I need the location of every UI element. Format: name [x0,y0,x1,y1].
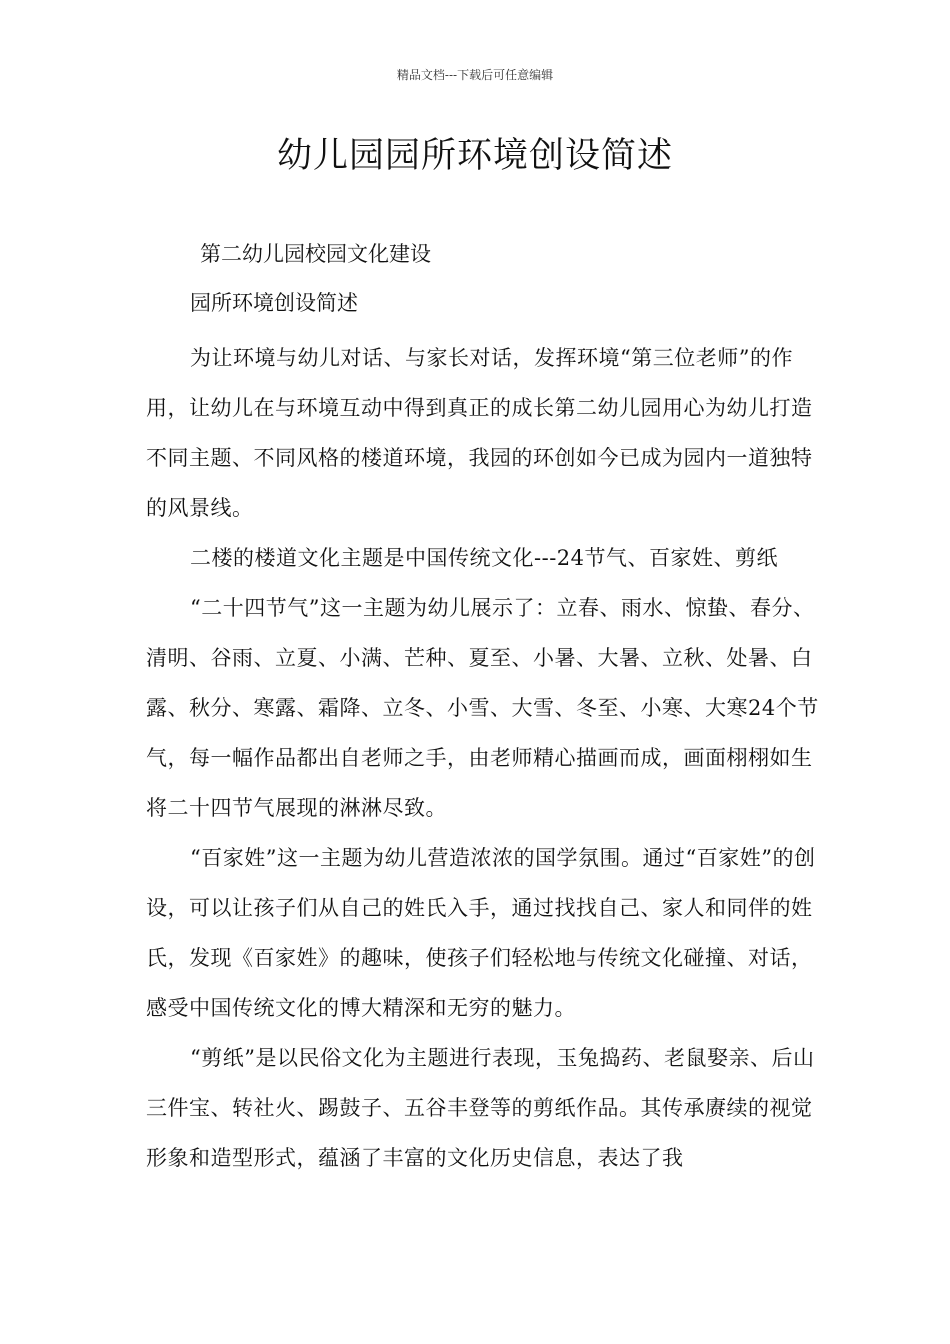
subheading-school-culture: 第二幼儿园校园文化建设 [200,242,431,266]
subheading-environment: 园所环境创设简述 [190,291,358,315]
header-note: 精品文档---下载后可任意编辑 [396,68,554,82]
paragraph-solar-terms: “二十四节气”这一主题为幼儿展示了：立春、雨水、惊蛰、春分、清明、谷雨、立夏、小满、芒种、夏至、小暑、大暑、立秋、处暑、白露、秋分、寒露、霜降、立冬、小雪、大雪、冬至、小寒、大寒24个节气，每一幅作品都出自老师之手，由老师精心描画而成，画面栩栩如生将二十四节气展现的淋淋尽致。 [146,596,819,820]
document-title: 幼儿园园所环境创设简述 [276,136,673,176]
paragraph-paper-cutting: “剪纸”是以民俗文化为主题进行表现，玉兔捣药、老鼠娶亲、后山三件宝、转社火、踢鼓子、五谷丰登等的剪纸作品。其传承赓续的视觉形象和造型形式，蕴涵了丰富的文化历史信息，表达了我 [146,1046,815,1170]
paragraph-intro: 为让环境与幼儿对话、与家长对话，发挥环境“第三位老师”的作用，让幼儿在与环境互动中得到真正的成长第二幼儿园用心为幼儿打造不同主题、不同风格的楼道环境，我园的环创如今已成为园内一道独特的风景线。 [146,346,813,520]
body-text [146,333,826,1183]
paragraph-second-floor-theme: 二楼的楼道文化主题是中国传统文化---24节气、百家姓、剪纸 [190,546,779,570]
paragraph-surnames: “百家姓”这一主题为幼儿营造浓浓的国学氛围。通过“百家姓”的创设，可以让孩子们从自己的姓氏入手，通过找找自己、家人和同伴的姓氏，发现《百家姓》的趣味，使孩子们轻松地与传统文化碰撞、对话，感受中国传统文化的博大精深和无穷的魅力。 [146,846,816,1020]
